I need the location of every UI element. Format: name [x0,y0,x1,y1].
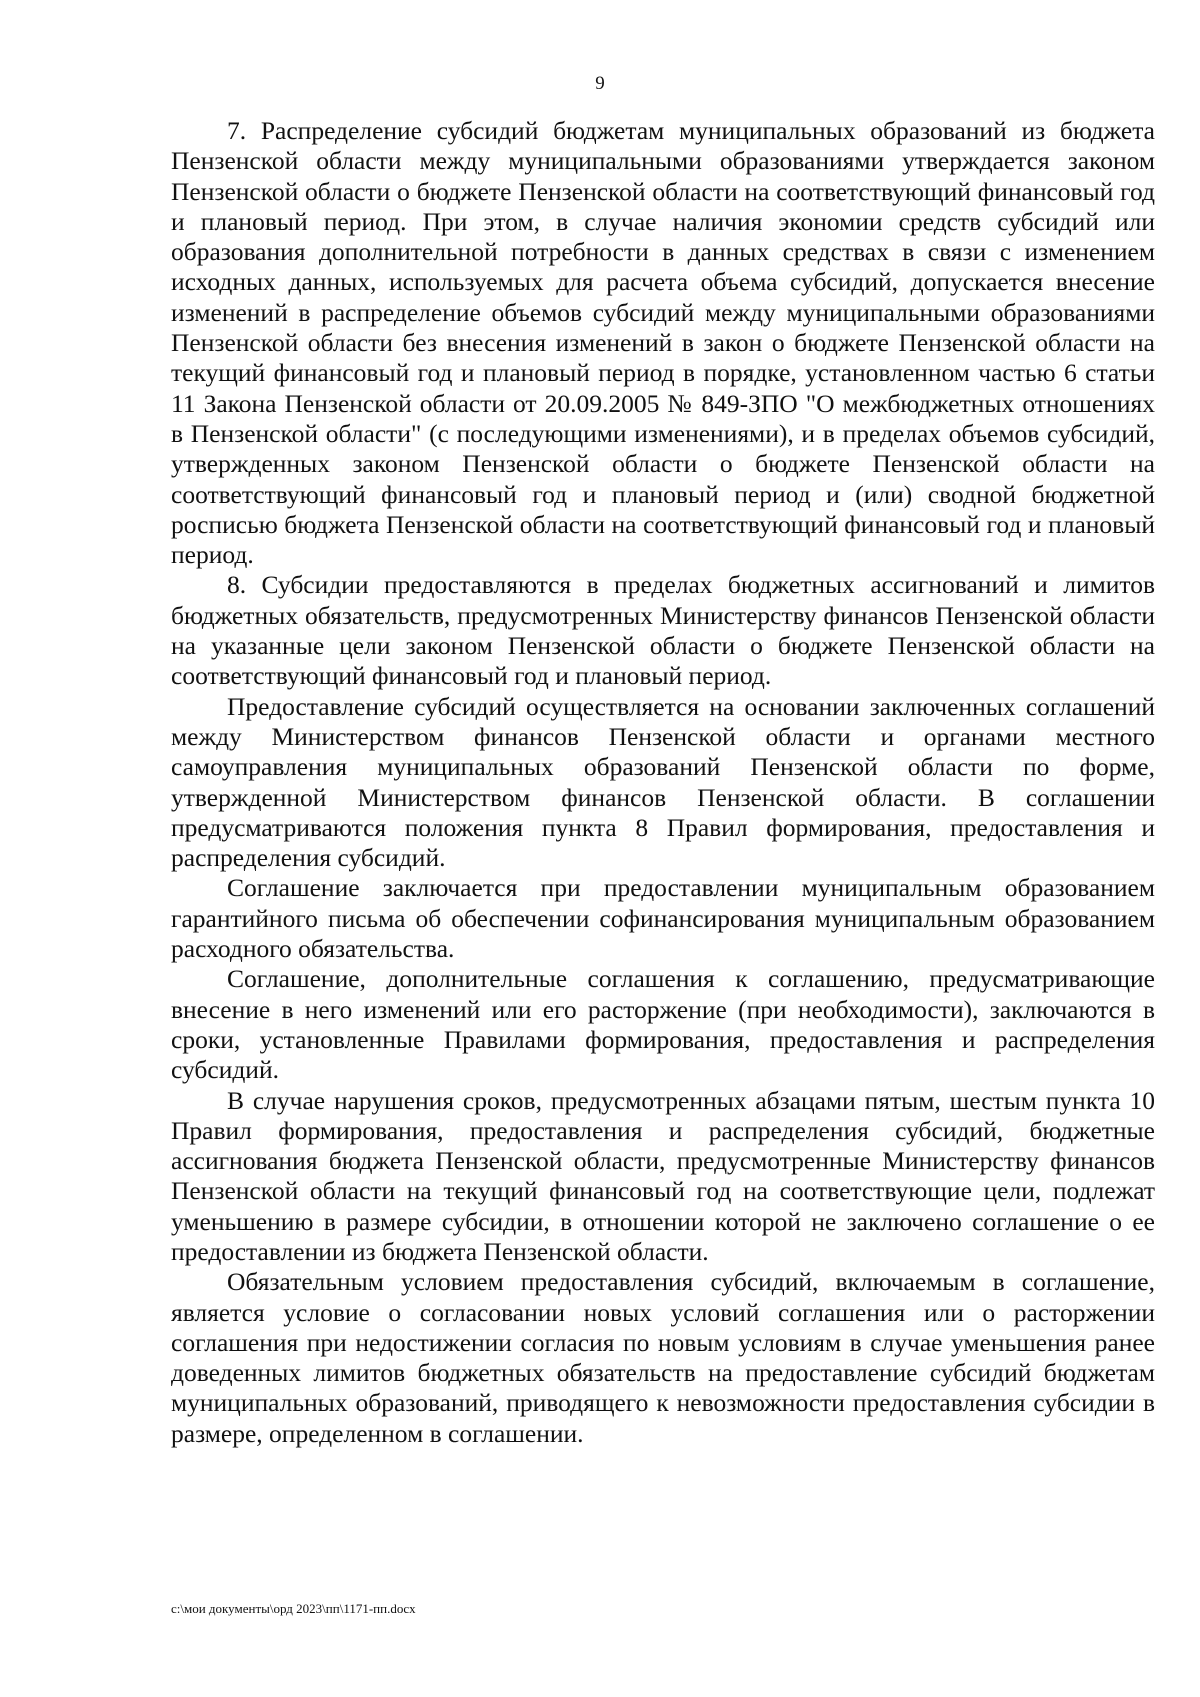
page-number: 9 [595,73,605,94]
paragraph-additional-agreements: Соглашение, дополнительные соглашения к соглашению, предусматривающие внесение в него изменений или его расторжение (при необходимости), заключаются в сроки, установленные Правилами формирования, предоставления и распределения субсидий. [171,964,1155,1085]
paragraph-7-budget-distribution: 7. Распределение субсидий бюджетам муниципальных образований из бюджета Пензенской области между муниципальными образованиями утверждается законом Пензенской области о бюджете Пензенской области на соответствующий финансовый год и плановый период. При этом, в случае наличия экономии средств субсидий или образования дополнительной потребности в данных средствах в связи с изменением исходных данных, используемых для расчета объема субсидий, допускается внесение изменений в распределение объемов субсидий между муниципальными образованиями Пензенской области без внесения изменений в закон о бюджете Пензенской области на текущий финансовый год и плановый период в порядке, установленном частью 6 статьи 11 Закона Пензенской области от 20.09.2005 № 849-ЗПО "О межбюджетных отношениях в Пензенской области" (с последующими изменениями), и в пределах объемов субсидий, утвержденных законом Пензенской области о бюджете Пензенской области на соответствующий финансовый год и плановый период и (или) сводной бюджетной росписью бюджета Пензенской области на соответствующий финансовый год и плановый период. [171,116,1155,570]
document-body [171,116,1155,1449]
paragraph-agreements-basis: Предоставление субсидий осуществляется на основании заключенных соглашений между Министерством финансов Пензенской области и органами местного самоуправления муниципальных образований Пензенской области по форме, утвержденной Министерством финансов Пензенской области. В соглашении предусматриваются положения пункта 8 Правил формирования, предоставления и распределения субсидий. [171,691,1155,873]
paragraph-deadline-violation: В случае нарушения сроков, предусмотренных абзацами пятым, шестым пункта 10 Правил формирования, предоставления и распределения субсидий, бюджетные ассигнования бюджета Пензенской области, предусмотренные Министерству финансов Пензенской области на текущий финансовый год на соответствующие цели, подлежат уменьшению в размере субсидии, в отношении которой не заключено соглашение о ее предоставлении из бюджета Пензенской области. [171,1085,1155,1266]
paragraph-8-subsidies-limits: 8. Субсидии предоставляются в пределах бюджетных ассигнований и лимитов бюджетных обязательств, предусмотренных Министерству финансов Пензенской области на указанные цели законом Пензенской области о бюджете Пензенской области на соответствующий финансовый год и плановый период. [171,570,1155,691]
paragraph-mandatory-condition: Обязательным условием предоставления субсидий, включаемым в соглашение, является условие о согласовании новых условий соглашения или о расторжении соглашения при недостижении согласия по новым условиям в случае уменьшения ранее доведенных лимитов бюджетных обязательств на предоставление субсидий бюджетам муниципальных образований, приводящего к невозможности предоставления субсидии в размере, определенном в соглашении. [171,1267,1155,1448]
footer-file-path: c:\мои документы\орд 2023\пп\1171-пп.docx [171,1601,416,1616]
paragraph-guarantee-letter: Соглашение заключается при предоставлении муниципальным образованием гарантийного письма об обеспечении софинансирования муниципальным образованием расходного обязательства. [171,873,1155,964]
